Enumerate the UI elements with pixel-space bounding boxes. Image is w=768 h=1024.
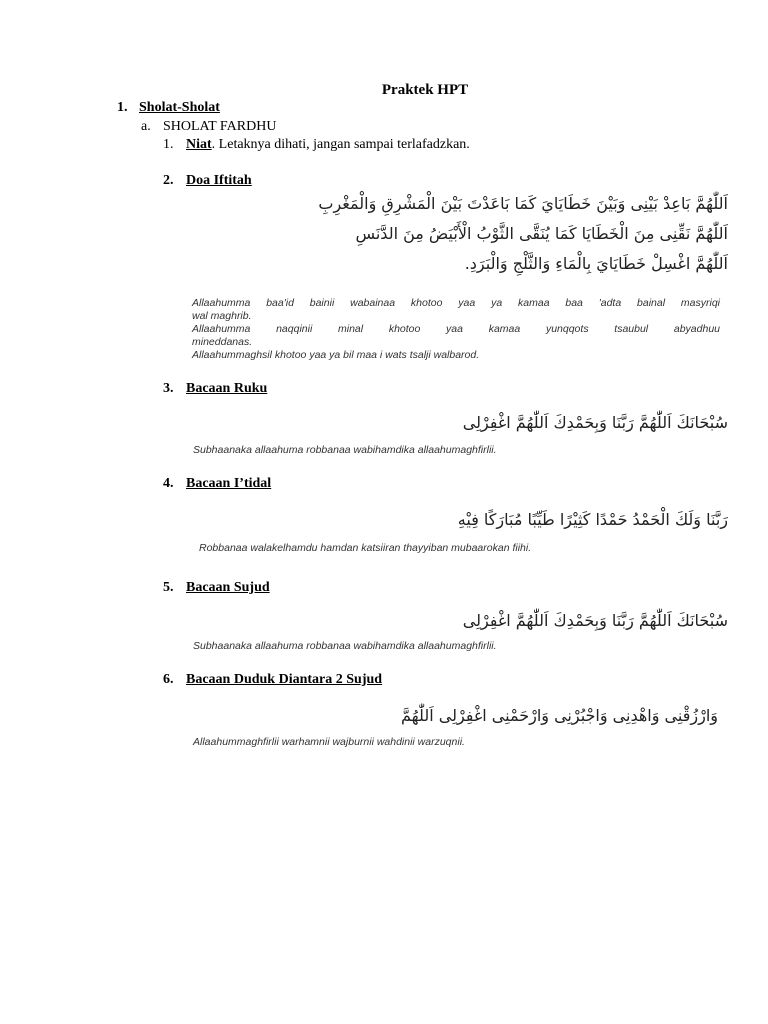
item-label: Bacaan I’tidal bbox=[186, 476, 272, 491]
transliteration-line: Subhaanaka allaahuma robbanaa wabihamdika allaahumaghfirlii. bbox=[193, 640, 497, 652]
item-number: 4. bbox=[163, 476, 174, 491]
section-label: Sholat-Sholat bbox=[139, 100, 220, 115]
page-title: Praktek HPT bbox=[381, 82, 469, 98]
list-item-bacaan-sujud bbox=[163, 580, 270, 596]
item-label: Bacaan Sujud bbox=[186, 580, 270, 595]
arabic-text-line: اَللّٰهُمَّ بَاعِدْ بَيْنِى وَبَيْنَ خَطَايَايَ كَمَا بَاعَدْتَ بَيْنَ الْمَشْرِقِ وَالْمَغْرِبِ bbox=[318, 194, 728, 213]
subsection-letter: a. bbox=[141, 119, 151, 134]
list-item-bacaan-duduk bbox=[163, 672, 382, 688]
transliteration-line: wal maghrib. bbox=[192, 310, 252, 322]
arabic-text-line: اَللّٰهُمَّ نَقِّنِى مِنَ الْخَطَايَا كَمَا يُنَقَّى الثَّوْبُ الْأَبْيَضُ مِنَ الدَّنَسِ bbox=[355, 224, 728, 243]
transliteration-line: Subhaanaka allaahuma robbanaa wabihamdika allaahumaghfirlii. bbox=[193, 444, 497, 456]
list-item-doa-iftitah bbox=[163, 173, 252, 189]
arabic-text-line: اَللّٰهُمَّ اغْسِلْ خَطَايَايَ بِالْمَاءِ وَالثَّلْجِ وَالْبَرَدِ. bbox=[464, 254, 728, 273]
arabic-text-line: رَبَّنَا وَلَكَ الْحَمْدُ حَمْدًا كَثِيْرًا طَيِّبًا مُبَارَكًا فِيْهِ bbox=[457, 510, 728, 529]
arabic-text-line: وَارْزُقْنِى وَاهْدِنِى وَاجْبُرْنِى وَارْحَمْنِى اغْفِرْلِى اَللّٰهُمَّ bbox=[401, 706, 718, 725]
subsection-heading bbox=[141, 119, 276, 135]
item-number: 2. bbox=[163, 173, 174, 188]
item-number: 3. bbox=[163, 381, 174, 396]
arabic-text-line: سُبْحَانَكَ اَللّٰهُمَّ رَبَّنَا وَبِحَمْدِكَ اَللّٰهُمَّ اغْفِرْلِى bbox=[462, 611, 728, 630]
transliteration-line: Allaahumma baa'id bainii wabainaa khotoo yaa ya kamaa baa 'adta bainal masyriqi bbox=[192, 297, 720, 309]
subsection-label: SHOLAT FARDHU bbox=[163, 119, 277, 134]
transliteration-line: Allaahumma naqqinii minal khotoo yaa kamaa yunqqots tsaubul abyadhuu bbox=[192, 323, 720, 335]
transliteration-line: Robbanaa walakelhamdu hamdan katsiiran thayyiban mubaarokan fiihi. bbox=[199, 542, 532, 554]
transliteration-block bbox=[192, 297, 720, 362]
item-number: 5. bbox=[163, 580, 174, 595]
list-item-bacaan-itidal bbox=[163, 476, 271, 492]
transliteration-line: mineddanas. bbox=[192, 336, 253, 348]
item-text: . Letaknya dihati, jangan sampai terlafadzkan. bbox=[211, 137, 470, 152]
item-label: Niat bbox=[186, 137, 212, 152]
item-number: 1. bbox=[163, 137, 174, 152]
arabic-text-line: سُبْحَانَكَ اَللّٰهُمَّ رَبَّنَا وَبِحَمْدِكَ اَللّٰهُمَّ اغْفِرْلِى bbox=[462, 413, 728, 432]
item-number: 6. bbox=[163, 672, 174, 687]
section-number: 1. bbox=[117, 100, 128, 115]
transliteration-line: Allaahummaghsil khotoo yaa ya bil maa i wats tsalji walbarod. bbox=[192, 349, 480, 361]
item-label: Bacaan Ruku bbox=[186, 381, 268, 396]
list-item-bacaan-ruku bbox=[163, 381, 267, 397]
list-item-niat bbox=[163, 137, 470, 153]
transliteration-line: Allaahummaghfirlii warhamnii wajburnii wahdinii warzuqnii. bbox=[193, 736, 465, 748]
item-label: Doa Iftitah bbox=[186, 173, 252, 188]
item-label: Bacaan Duduk Diantara 2 Sujud bbox=[186, 672, 383, 687]
section-heading bbox=[117, 100, 220, 116]
